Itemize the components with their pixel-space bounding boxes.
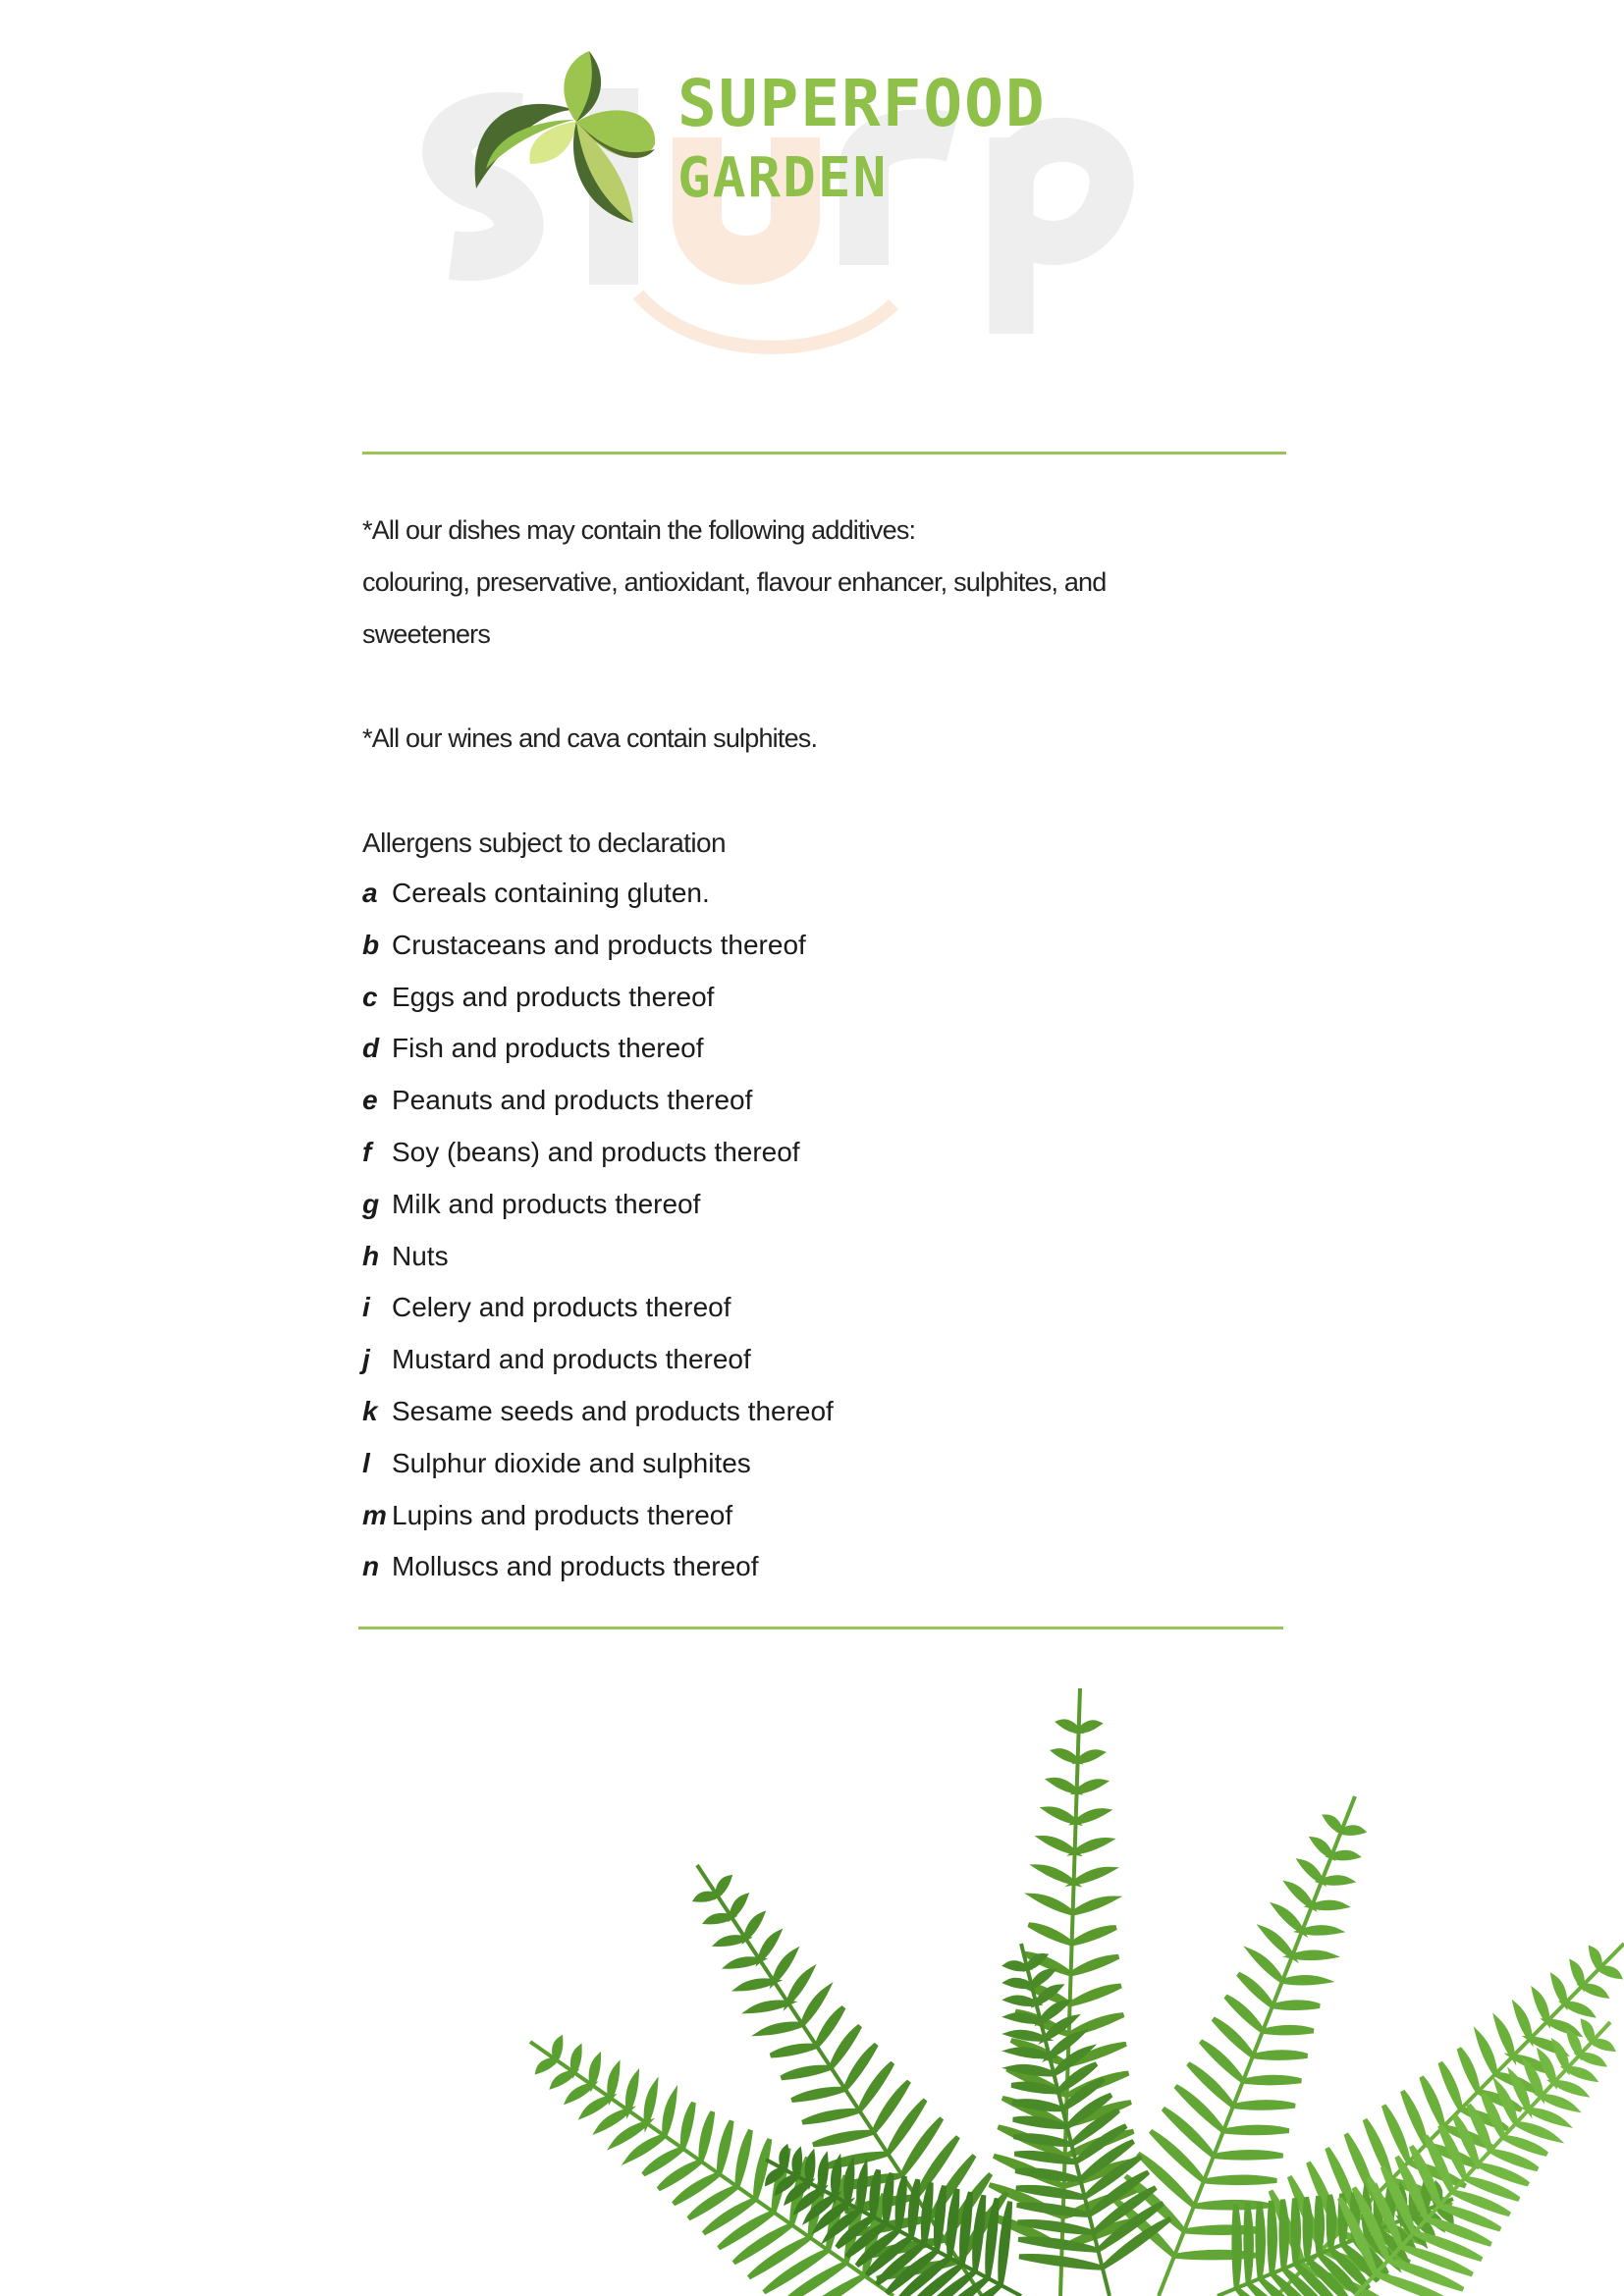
allergen-letter: g <box>362 1188 380 1219</box>
allergen-letter: k <box>362 1395 378 1426</box>
allergen-item <box>362 972 834 1024</box>
allergen-letter: b <box>362 929 380 960</box>
allergen-letter: f <box>362 1136 372 1167</box>
divider-bottom <box>358 1627 1283 1629</box>
allergen-label: Peanuts and products thereof <box>392 1085 753 1116</box>
allergen-label: Mustard and products thereof <box>392 1344 751 1375</box>
brand-line1: SUPERFOOD <box>677 66 1047 141</box>
additives-note <box>362 505 1107 661</box>
allergen-letter: h <box>362 1240 380 1271</box>
allergen-letter: d <box>362 1033 380 1064</box>
allergen-item <box>362 1334 834 1386</box>
allergen-label: Molluscs and products thereof <box>392 1551 759 1582</box>
allergen-letter: l <box>362 1447 370 1478</box>
allergen-label: Eggs and products thereof <box>392 981 715 1012</box>
allergen-item <box>362 1386 834 1438</box>
allergen-item <box>362 1023 834 1075</box>
allergen-label: Sesame seeds and products thereof <box>392 1395 834 1426</box>
allergen-item <box>362 1490 834 1542</box>
logo <box>466 51 1173 238</box>
allergen-item <box>362 1438 834 1490</box>
allergen-label: Celery and products thereof <box>392 1292 731 1323</box>
allergen-letter: c <box>362 981 378 1012</box>
allergen-letter: a <box>362 878 378 908</box>
allergen-item <box>362 1179 834 1231</box>
allergen-item <box>362 868 834 920</box>
allergen-label: Nuts <box>392 1240 449 1271</box>
allergen-label: Fish and products thereof <box>392 1033 704 1064</box>
allergen-label: Cereals containing gluten. <box>392 878 710 908</box>
allergen-label: Lupins and products thereof <box>392 1499 733 1530</box>
additives-line1: *All our dishes may contain the following additives: <box>362 515 916 545</box>
allergen-letter: n <box>362 1551 380 1582</box>
additives-line3: sweeteners <box>362 619 491 649</box>
divider-top <box>362 452 1286 454</box>
fern-decoration-icon <box>471 1649 1624 2296</box>
leaf-logo-icon <box>466 51 673 238</box>
allergen-label: Sulphur dioxide and sulphites <box>392 1447 751 1478</box>
allergen-item <box>362 1231 834 1283</box>
wines-note: *All our wines and cava contain sulphites. <box>362 723 818 753</box>
allergen-label: Crustaceans and products thereof <box>392 929 806 960</box>
brand-line2: GARDEN <box>677 146 889 210</box>
allergen-item <box>362 920 834 972</box>
allergen-list <box>362 868 834 1593</box>
additives-line2: colouring, preservative, antioxidant, flavour enhancer, sulphites, and <box>362 567 1107 597</box>
allergen-item <box>362 1541 834 1593</box>
allergen-letter: m <box>362 1499 387 1530</box>
allergen-label: Soy (beans) and products thereof <box>392 1136 800 1167</box>
allergen-letter: e <box>362 1085 378 1116</box>
allergens-heading: Allergens subject to declaration <box>362 828 726 858</box>
allergen-item <box>362 1075 834 1127</box>
allergen-letter: i <box>362 1292 370 1323</box>
allergen-item <box>362 1282 834 1334</box>
allergen-item <box>362 1127 834 1179</box>
allergen-label: Milk and products thereof <box>392 1188 701 1219</box>
allergen-letter: j <box>362 1344 370 1375</box>
